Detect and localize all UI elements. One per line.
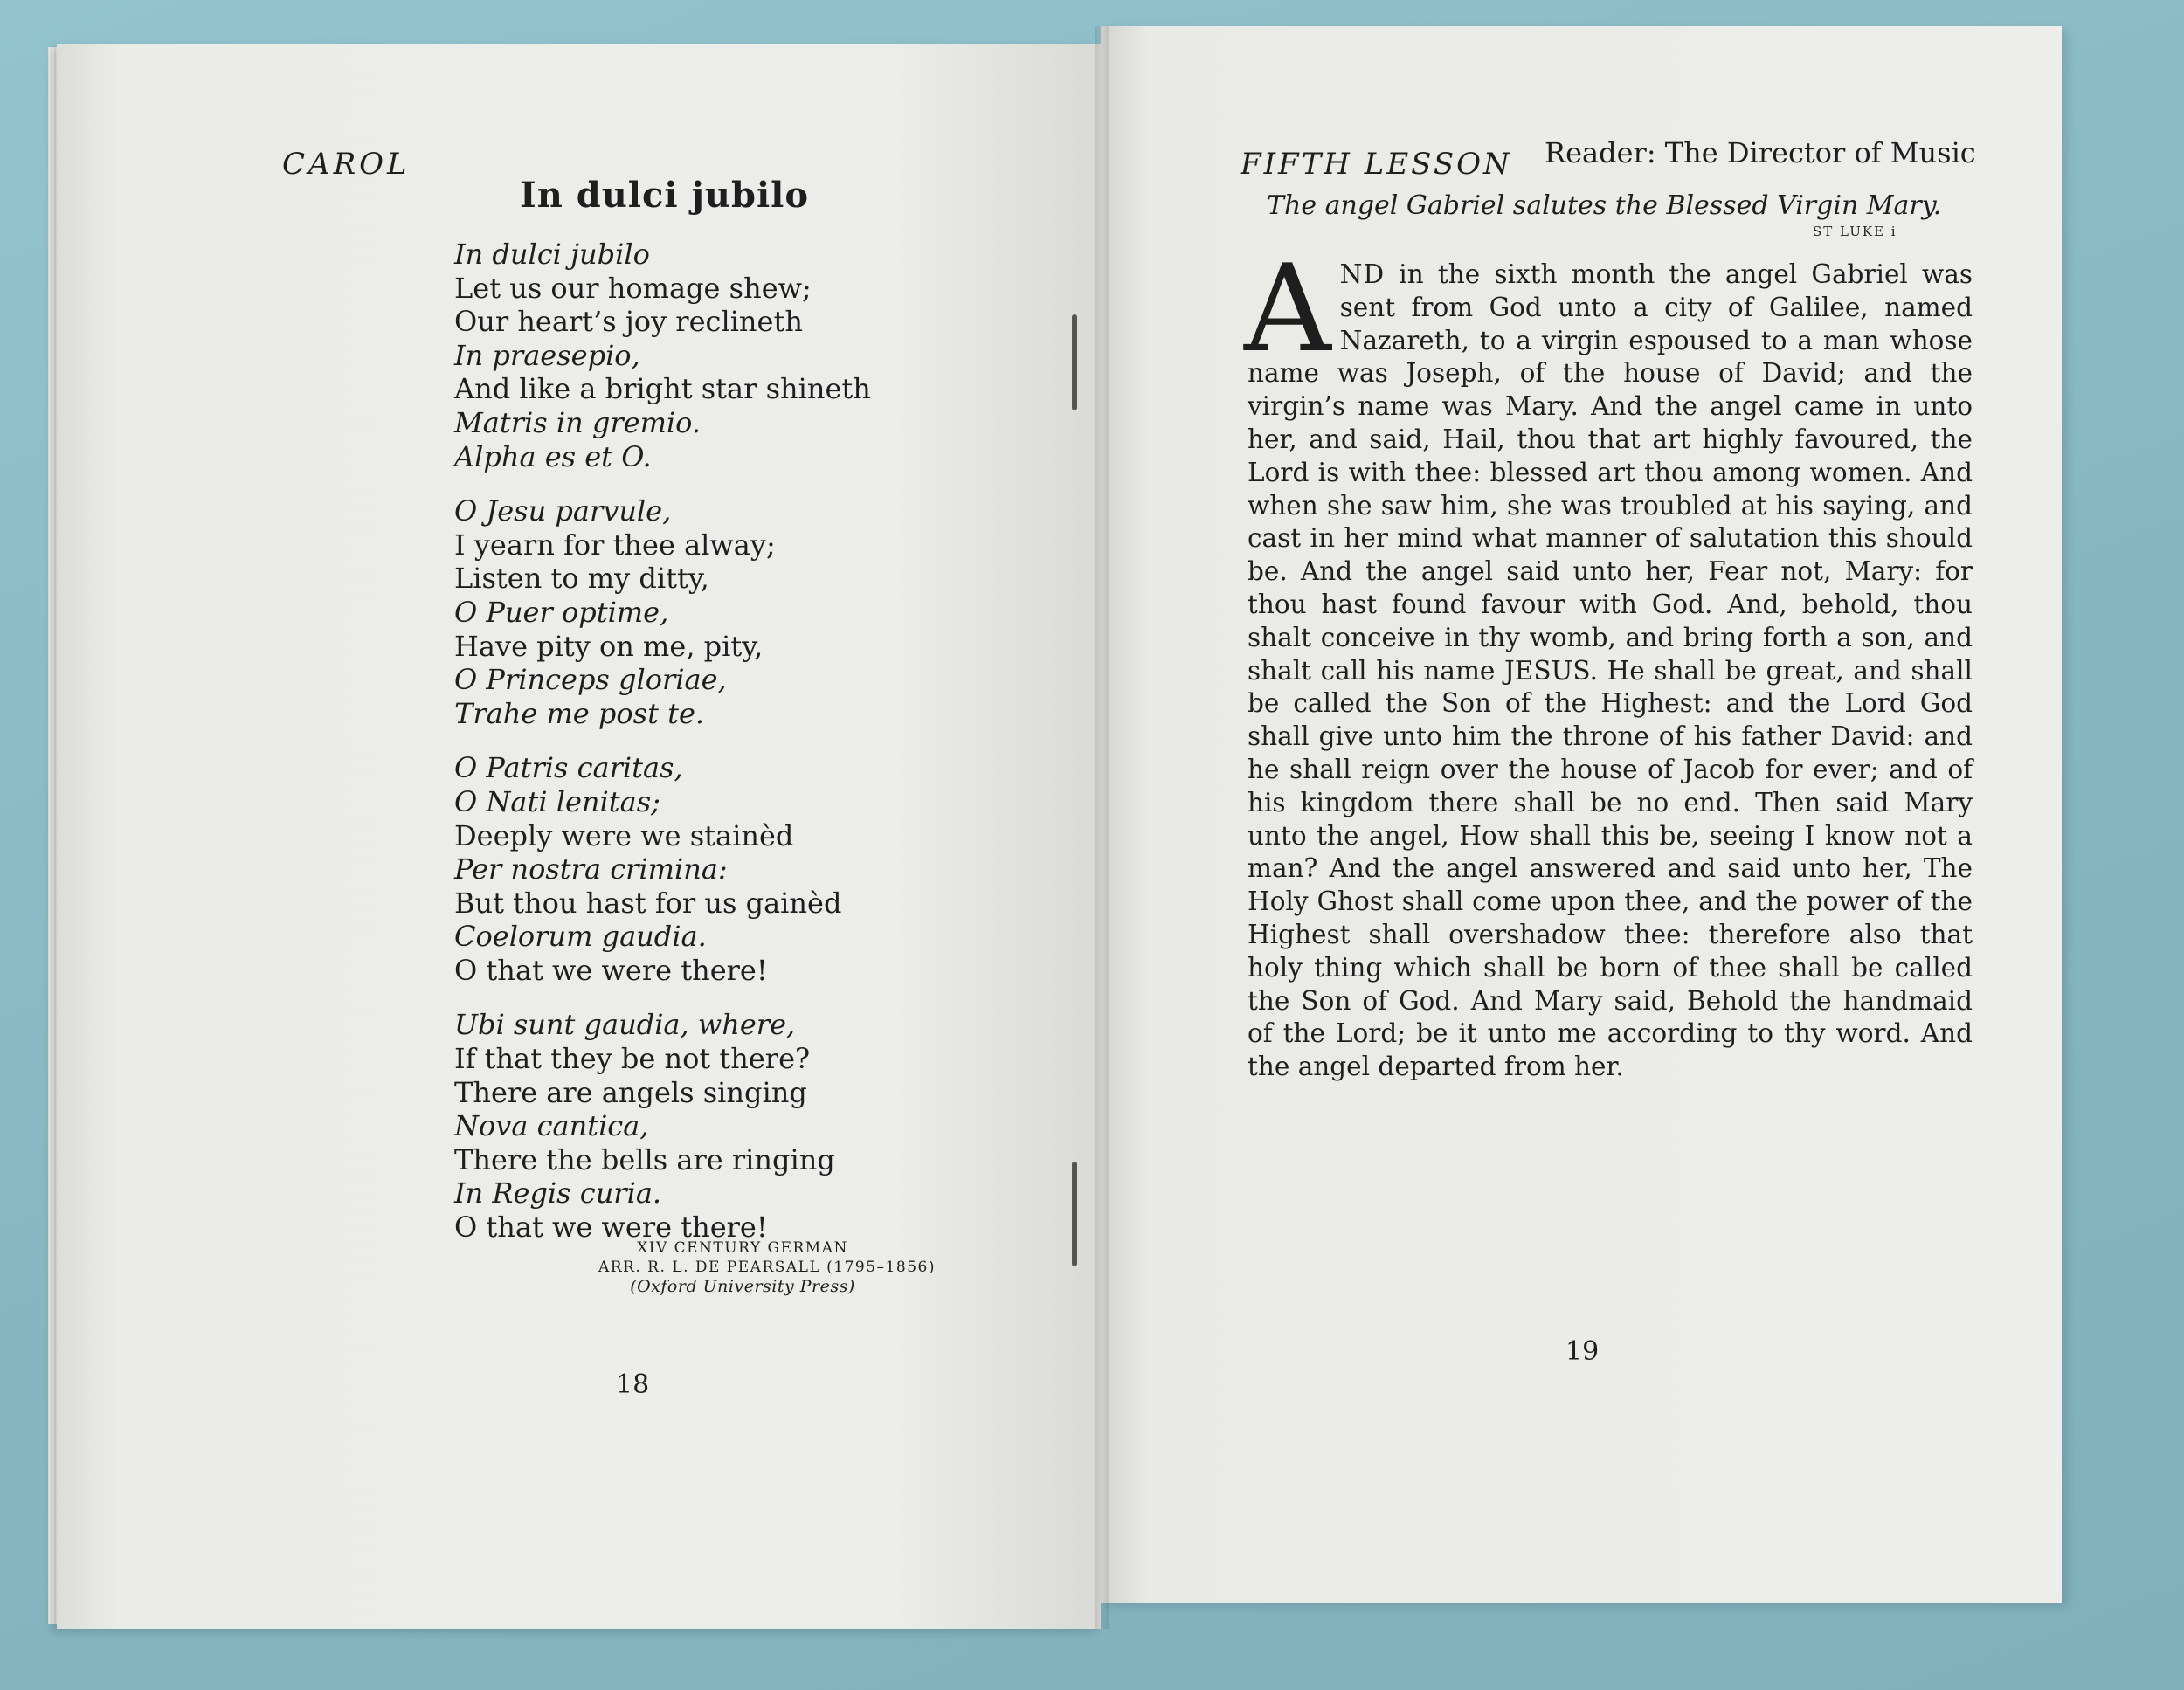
verse-line: In praesepio,	[454, 338, 640, 372]
stanza	[454, 494, 1066, 730]
scripture-reference: ST LUKE i	[1813, 224, 1897, 239]
verse-line: There are angels singing	[454, 1075, 807, 1109]
lesson-text	[1244, 238, 1973, 1084]
attribution-publisher: (Oxford University Press)	[630, 1277, 855, 1296]
verse-line: If that they be not there?	[454, 1042, 811, 1076]
lesson-body-text: in the sixth month the angel Gabriel was sent from God unto a city of Galilee, named Nazareth, to a virgin espoused to a man whose name was Joseph, of the house of David; and the virgin’s name was Mary. And the angel came in unto her, and said, Hail, thou that art highly favoured, the Lord is with thee: blessed art thou among women. And when she saw him, she was troubled at his saying, and cast in her mind what manner of salutation this should be. And the angel said unto her, Fear not, Mary: for thou hast found favour with God. And, behold, thou shalt conceive in thy womb, and bring forth a son, and shalt call his name JESUS. He shall be great, and shall be called the Son of the Highest: and the Lord God shall give unto him the throne of his father David: and he shall reign over the house of Jacob for ever; and of his kingdom there shall be no end. Then said Mary unto the angel, How shall this be, seeing I know not a man? And the angel answered and said unto her, The Holy Ghost shall come upon thee, and the power of the Highest shall overshadow thee: therefore also that holy thing which shall be born of thee shall be called the Son of God. And Mary said, Behold the handmaid of the Lord; be it unto me according to thy word. And the angel departed from her.	[1248, 259, 1973, 1082]
verse-line: And like a bright star shineth	[454, 372, 871, 406]
carol-title: In dulci jubilo	[520, 175, 810, 216]
verse-line: O that we were there!	[454, 953, 768, 987]
verse-line: O Nati lenitas;	[454, 784, 660, 818]
lesson-section-label: FIFTH LESSON	[1241, 147, 1512, 182]
book-gutter	[1095, 26, 1109, 1629]
verse-line: Have pity on me, pity,	[454, 629, 764, 663]
right-page	[1101, 26, 2062, 1603]
lead-small-caps: ND	[1339, 259, 1386, 289]
carol-section-label: CAROL	[282, 147, 411, 182]
verse-line: But thou hast for us gainèd	[454, 886, 842, 920]
verse-line: Per nostra crimina:	[454, 852, 728, 886]
verse-line: Listen to my ditty,	[454, 562, 709, 596]
verse-line: O Princeps gloriae,	[454, 663, 727, 697]
verse-line: Matris in gremio.	[454, 405, 702, 439]
stanza	[454, 1008, 1066, 1244]
verse-line: O Puer optime,	[454, 595, 669, 629]
drop-cap-letter: A	[1244, 238, 1331, 379]
attribution-origin: XIV CENTURY GERMAN	[637, 1239, 848, 1257]
verse-line: Deeply were we stainèd	[454, 818, 794, 852]
verse-line: Trahe me post te.	[454, 696, 705, 730]
verse-line: O Jesu parvule,	[454, 494, 672, 528]
left-page	[57, 44, 1101, 1629]
verse-line: Our heart’s joy reclineth	[454, 305, 803, 339]
verse-line: O Patris caritas,	[454, 751, 683, 785]
verse-line: Coelorum gaudia.	[454, 920, 707, 954]
lesson-reader: Reader: The Director of Music	[1545, 136, 1976, 169]
page-number-left: 18	[616, 1369, 650, 1400]
open-booklet	[48, 26, 2066, 1633]
verse-line: In dulci jubilo	[454, 238, 650, 271]
carol-attribution	[598, 1238, 936, 1296]
staple-top	[1072, 314, 1077, 410]
verse-line: In Regis curia.	[454, 1176, 662, 1211]
verse-line: Alpha es et O.	[454, 439, 652, 473]
page-number-right: 19	[1565, 1336, 1600, 1367]
staple-bottom	[1072, 1162, 1077, 1266]
verse-line: Let us our homage shew;	[454, 271, 812, 305]
attribution-arranger: ARR. R. L. DE PEARSALL (1795–1856)	[598, 1259, 936, 1276]
stanza	[454, 751, 1066, 987]
carol-verses	[454, 238, 1066, 1266]
verse-line: O that we were there!	[454, 1211, 768, 1245]
verse-line: I yearn for thee alway;	[454, 528, 776, 562]
lesson-subtitle: The angel Gabriel salutes the Blessed Virgin Mary.	[1267, 190, 1942, 221]
verse-line: Ubi sunt gaudia, where,	[454, 1008, 796, 1042]
verse-line: Nova cantica,	[454, 1109, 649, 1143]
stanza	[454, 238, 1066, 473]
verse-line: There the bells are ringing	[454, 1142, 835, 1176]
